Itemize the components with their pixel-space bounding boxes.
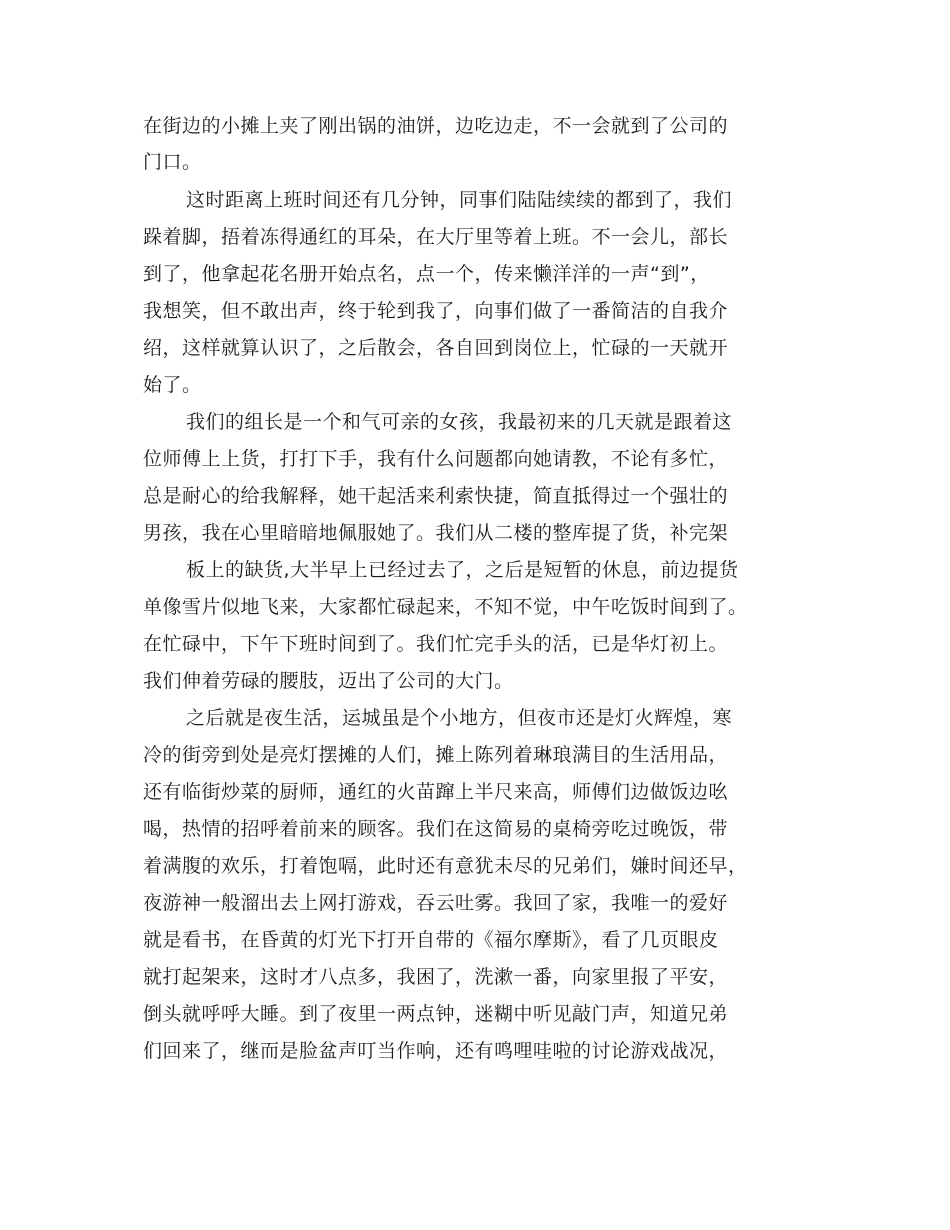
text-line: 着满腹的欢乐，打着饱嗝，此时还有意犹未尽的兄弟们，嫌时间还早， — [143, 855, 748, 877]
text-line: 夜游神一般溜出去上网打游戏，吞云吐雾。我回了家，我唯一的爱好 — [143, 892, 729, 914]
text-line: 始了。 — [143, 374, 202, 396]
text-line: 们回来了，继而是脸盆声叮当作响，还有鸣哩哇啦的讨论游戏战况， — [143, 1040, 729, 1062]
text-line: 冷的街旁到处是亮灯摆摊的人们，摊上陈列着琳琅满目的生活用品， — [143, 744, 729, 766]
text-line: 在忙碌中，下午下班时间到了。我们忙完手头的活，已是华灯初上。 — [143, 633, 729, 655]
paragraph-start-line: 我们的组长是一个和气可亲的女孩，我最初来的几天就是跟着这 — [186, 411, 733, 433]
text-line: 喝，热情的招呼着前来的顾客。我们在这简易的桌椅旁吃过晚饭，带 — [143, 818, 729, 840]
text-line: 总是耐心的给我解释，她干起活来利索快捷，简直抵得过一个强壮的 — [143, 485, 729, 507]
text-line: 位师傅上上货，打打下手，我有什么问题都向她请教，不论有多忙， — [143, 448, 729, 470]
text-line: 就打起架来，这时才八点多，我困了，洗漱一番，向家里报了平安， — [143, 966, 729, 988]
text-line: 在街边的小摊上夹了刚出锅的油饼，边吃边走，不一会就到了公司的 — [143, 115, 729, 137]
text-line: 还有临街炒菜的厨师，通红的火苗蹿上半尺来高，师傅们边做饭边吆 — [143, 781, 729, 803]
paragraph-start-line: 板上的缺货,大半早上已经过去了，之后是短暂的休息，前边提货 — [186, 559, 739, 581]
text-line: 跺着脚，捂着冻得通红的耳朵，在大厅里等着上班。不一会儿，部长 — [143, 226, 729, 248]
text-line: 到了，他拿起花名册开始点名，点一个，传来懒洋洋的一声“到”， — [143, 263, 710, 285]
text-line: 男孩，我在心里暗暗地佩服她了。我们从二楼的整库提了货，补完架 — [143, 522, 729, 544]
text-line: 我想笑，但不敢出声，终于轮到我了，向事们做了一番简洁的自我介 — [143, 300, 729, 322]
text-line: 倒头就呼呼大睡。到了夜里一两点钟，迷糊中听见敲门声，知道兄弟 — [143, 1003, 729, 1025]
text-line: 门口。 — [143, 151, 202, 173]
paragraph-start-line: 之后就是夜生活，运城虽是个小地方，但夜市还是灯火辉煌，寒 — [186, 707, 733, 729]
text-line: 绍，这样就算认识了，之后散会，各自回到岗位上，忙碌的一天就开 — [143, 337, 729, 359]
text-line: 单像雪片似地飞来，大家都忙碌起来，不知不觉，中午吃饭时间到了。 — [143, 596, 748, 618]
text-line: 就是看书，在昏黄的灯光下打开自带的《福尔摩斯》，看了几页眼皮 — [143, 929, 719, 951]
text-line: 我们伸着劳碌的腰肢，迈出了公司的大门。 — [143, 670, 514, 692]
paragraph-start-line: 这时距离上班时间还有几分钟，同事们陆陆续续的都到了，我们 — [186, 189, 733, 211]
